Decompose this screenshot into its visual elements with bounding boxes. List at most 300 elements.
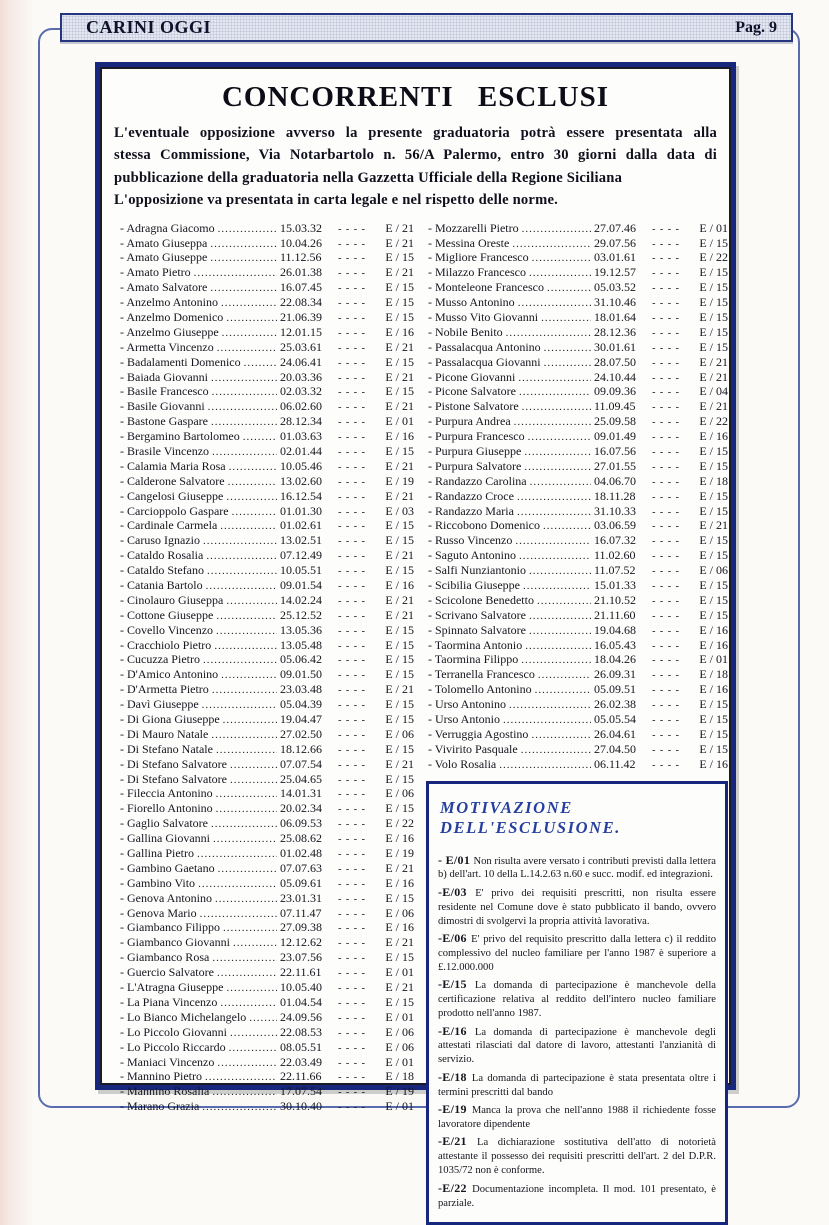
exclusion-code: E / 19	[385, 473, 414, 488]
list-item	[428, 518, 728, 533]
exclusion-code: E / 06	[385, 1039, 414, 1054]
candidate-name: - Lo Piccolo Giovanni	[120, 1024, 227, 1039]
list-item	[120, 221, 414, 236]
candidate-name: - Catania Bartolo	[120, 578, 203, 592]
dot-leader	[509, 697, 591, 712]
birth-date: 01.03.63	[280, 429, 322, 444]
dash-separator: - - - -	[338, 476, 366, 488]
list-item	[120, 474, 414, 489]
exclusion-code: E / 06	[385, 726, 414, 741]
list-item	[120, 638, 414, 653]
birth-date: 21.10.52	[594, 592, 636, 607]
dot-leader	[203, 652, 277, 667]
candidate-name: - Bastone Gaspare	[120, 414, 208, 429]
motivation-code: -E/21	[438, 1134, 478, 1149]
candidate-name: - Spinnato Salvatore	[428, 622, 526, 637]
candidate-name: - Terranella Francesco	[428, 667, 535, 682]
exclusion-code: E / 16	[385, 578, 414, 592]
list-item	[120, 295, 414, 310]
exclusion-code: E / 15	[699, 339, 728, 354]
dash-separator: - - - -	[652, 402, 680, 414]
candidate-name: - Brasile Vincenzo	[120, 443, 210, 458]
candidate-name: - Amato Salvatore	[120, 280, 208, 295]
candidate-name: - Riccobono Domenico	[428, 518, 540, 533]
dash-separator: - - - -	[338, 551, 366, 563]
birth-date: 05.06.42	[280, 652, 322, 667]
candidate-name: - Lo Piccolo Riccardo	[120, 1039, 226, 1054]
candidate-name: - Di Giona Giuseppe	[120, 712, 220, 727]
birth-date: 11.09.45	[594, 399, 636, 414]
candidate-name: - Picone Giovanni	[428, 369, 516, 384]
candidate-name: - Genova Antonino	[120, 890, 212, 905]
birth-date: 21.06.39	[280, 309, 322, 324]
birth-date: 05.04.39	[280, 697, 322, 712]
list-item	[428, 563, 728, 578]
birth-date: 22.08.34	[280, 295, 322, 310]
candidate-name: - Lo Bianco Michelangelo	[120, 1009, 247, 1024]
dot-leader	[211, 727, 277, 742]
birth-date: 27.07.46	[594, 220, 636, 235]
exclusion-code: E / 15	[699, 324, 728, 339]
candidate-name: - Anzelmo Domenico	[120, 309, 224, 324]
candidate-name: - Di Stefano Salvatore	[120, 756, 227, 771]
dash-separator: - - - -	[338, 715, 366, 727]
exclusion-code: E / 16	[385, 429, 414, 444]
candidate-name: - Fileccia Antonino	[120, 786, 213, 801]
candidate-name: - Passalacqua Antonino	[428, 339, 541, 354]
dot-leader	[197, 846, 277, 861]
list-item	[428, 533, 728, 548]
motivation-code: -E/03	[438, 884, 476, 899]
dash-separator: - - - -	[652, 715, 680, 727]
exclusion-code: E / 01	[699, 652, 728, 667]
dot-leader	[216, 801, 277, 816]
exclusion-code: E / 15	[699, 443, 728, 458]
birth-date: 27.09.38	[280, 920, 322, 935]
dash-separator: - - - -	[338, 878, 366, 890]
candidate-name: - Cataldo Rosalia	[120, 548, 204, 563]
birth-date: 12.12.62	[280, 935, 322, 950]
candidate-name: - Calderone Salvatore	[120, 473, 225, 488]
dash-separator: - - - -	[652, 298, 680, 310]
list-item	[120, 831, 414, 846]
dash-separator: - - - -	[652, 625, 680, 637]
dash-separator: - - - -	[652, 253, 680, 265]
dot-leader	[216, 742, 277, 757]
candidate-name: - Nobile Benito	[428, 324, 503, 339]
exclusion-code: E / 21	[385, 399, 414, 414]
dash-separator: - - - -	[338, 1027, 366, 1039]
dash-separator: - - - -	[338, 238, 366, 250]
dash-separator: - - - -	[338, 506, 366, 518]
dot-leader	[203, 533, 277, 548]
exclusion-code: E / 15	[385, 667, 414, 682]
dash-separator: - - - -	[652, 759, 680, 771]
dot-leader	[228, 474, 277, 489]
exclusion-code: E / 15	[699, 726, 728, 741]
candidate-name: - Cinolauro Giuseppa	[120, 592, 224, 607]
birth-date: 28.12.36	[594, 324, 636, 339]
list-item	[428, 310, 728, 325]
dot-leader	[217, 340, 277, 355]
birth-date: 13.05.48	[280, 637, 322, 652]
birth-date: 24.06.41	[280, 354, 322, 369]
candidate-name: - Tolomello Antonino	[428, 682, 532, 697]
list-item	[120, 504, 414, 519]
birth-date: 24.10.44	[594, 369, 636, 384]
candidate-name: - Cracchiolo Pietro	[120, 637, 212, 652]
name-list	[112, 220, 728, 1225]
dot-leader	[506, 325, 591, 340]
candidate-name: - Urso Antonio	[428, 712, 500, 727]
list-item	[428, 548, 728, 563]
candidate-name: - Marano Grazia	[120, 1099, 200, 1114]
dash-separator: - - - -	[652, 670, 680, 682]
birth-date: 27.04.50	[594, 741, 636, 756]
candidate-name: - Gallina Giovanni	[120, 831, 210, 846]
list-item	[428, 682, 728, 697]
candidate-name: - Musso Antonino	[428, 295, 515, 310]
dash-separator: - - - -	[338, 581, 366, 592]
dot-leader	[547, 280, 591, 295]
candidate-name: - Scicolone Benedetto	[428, 592, 534, 607]
dash-separator: - - - -	[338, 1102, 366, 1114]
birth-date: 09.09.36	[594, 384, 636, 399]
dot-leader	[230, 772, 277, 787]
list-item	[428, 414, 728, 429]
candidate-name: - Maniaci Vincenzo	[120, 1054, 215, 1069]
candidate-name: - Gambino Vito	[120, 875, 196, 890]
birth-date: 18.01.64	[594, 309, 636, 324]
list-item	[120, 950, 414, 965]
candidate-name: - L'Atragna Giuseppe	[120, 980, 224, 995]
dash-separator: - - - -	[338, 685, 366, 697]
dot-leader	[523, 578, 591, 593]
dash-separator: - - - -	[652, 268, 680, 280]
motivation-code: -E/06	[438, 931, 472, 946]
candidate-name: - Randazzo Carolina	[428, 473, 527, 488]
dash-separator: - - - -	[338, 372, 366, 384]
list-item	[428, 712, 728, 727]
dash-separator: - - - -	[338, 312, 366, 324]
list-item	[120, 891, 414, 906]
list-item	[428, 727, 728, 742]
birth-date: 25.04.65	[280, 771, 322, 786]
candidate-name: - Guercio Salvatore	[120, 965, 214, 980]
dash-separator: - - - -	[652, 372, 680, 384]
names-column-left	[114, 221, 414, 1225]
motivation-code: -E/18	[438, 1069, 472, 1084]
dash-separator: - - - -	[652, 551, 680, 563]
birth-date: 05.05.54	[594, 712, 636, 727]
dot-leader	[532, 250, 591, 265]
birth-date: 02.03.32	[280, 384, 322, 399]
birth-date: 06.02.60	[280, 399, 322, 414]
motivation-item: -E/22 Documentazione incompleta. Il mod. 101 presentato, è parziale.	[438, 1180, 717, 1209]
list-item	[428, 652, 728, 667]
exclusion-code: E / 18	[385, 1069, 414, 1084]
intro-line: pubblicazione della graduatoria nella Gazzetta Ufficiale della Regione Siciliana	[114, 169, 623, 186]
candidate-name: - Passalacqua Giovanni	[428, 354, 541, 369]
list-item	[428, 399, 728, 414]
exclusion-code: E / 18	[699, 667, 728, 682]
exclusion-code: E / 16	[699, 429, 728, 444]
candidate-name: - Monteleone Francesco	[428, 280, 544, 295]
birth-date: 01.02.61	[280, 518, 322, 533]
list-item	[120, 489, 414, 504]
list-item	[428, 355, 728, 370]
birth-date: 01.01.30	[280, 503, 322, 518]
birth-date: 09.01.54	[280, 578, 322, 592]
birth-date: 07.07.54	[280, 756, 322, 771]
dot-leader	[213, 831, 277, 846]
birth-date: 23.07.56	[280, 950, 322, 965]
dot-leader	[243, 429, 277, 444]
list-item	[428, 638, 728, 653]
candidate-name: - Badalamenti Domenico	[120, 354, 241, 369]
dash-separator: - - - -	[652, 491, 680, 503]
candidate-name: - Vivirito Pasquale	[428, 741, 518, 756]
dot-leader	[214, 638, 277, 653]
dash-separator: - - - -	[652, 536, 680, 548]
birth-date: 04.06.70	[594, 473, 636, 488]
dot-leader	[216, 623, 277, 638]
exclusion-code: E / 15	[699, 295, 728, 310]
candidate-name: - Taormina Antonio	[428, 637, 523, 652]
candidate-name: - Musso Vito Giovanni	[428, 309, 539, 324]
dash-separator: - - - -	[338, 700, 366, 712]
dash-separator: - - - -	[338, 417, 366, 429]
dot-leader	[217, 1055, 277, 1070]
exclusion-code: E / 16	[699, 637, 728, 652]
motivation-item: -E/19 Manca la prova che nell'anno 1988 il richiedente fosse lavoratore dipendente	[438, 1102, 716, 1130]
dot-leader	[529, 563, 591, 578]
list-item	[120, 906, 414, 921]
dash-separator: - - - -	[338, 1012, 366, 1024]
dash-separator: - - - -	[338, 819, 366, 831]
dot-leader	[249, 1010, 277, 1025]
dot-leader	[211, 370, 277, 385]
dot-leader	[223, 920, 277, 935]
dot-leader	[226, 489, 277, 504]
exclusion-code: E / 04	[699, 384, 728, 399]
dot-leader	[212, 384, 277, 399]
list-item	[120, 1055, 414, 1070]
list-item	[120, 920, 414, 935]
list-item	[428, 250, 728, 265]
dot-leader	[515, 533, 591, 548]
exclusion-code: E / 15	[699, 741, 728, 756]
dash-separator: - - - -	[338, 863, 366, 875]
list-item	[428, 280, 728, 295]
candidate-name: - Giambanco Giovanni	[120, 935, 230, 950]
birth-date: 10.05.51	[280, 563, 322, 578]
dot-leader	[529, 623, 591, 638]
candidate-name: - Purpura Giuseppe	[428, 443, 522, 458]
exclusion-code: E / 15	[699, 280, 728, 295]
candidate-name: - Amato Pietro	[120, 265, 191, 280]
birth-date: 22.11.61	[280, 965, 322, 980]
exclusion-code: E / 21	[385, 592, 414, 607]
dot-leader	[210, 250, 277, 265]
dash-separator: - - - -	[338, 491, 366, 503]
dot-leader	[522, 221, 591, 236]
exclusion-code: E / 01	[385, 965, 414, 980]
dash-separator: - - - -	[652, 461, 680, 473]
birth-date: 10.05.46	[280, 458, 322, 473]
birth-date: 11.12.56	[280, 250, 322, 265]
list-item	[428, 489, 728, 504]
birth-date: 26.09.31	[594, 667, 636, 682]
list-item	[120, 533, 414, 548]
list-item	[120, 727, 414, 742]
list-item	[428, 444, 728, 459]
candidate-name: - Cottone Giuseppe	[120, 607, 214, 622]
exclusion-code: E / 21	[385, 860, 414, 875]
dot-leader	[218, 861, 277, 876]
dot-leader	[521, 742, 591, 757]
dot-leader	[499, 757, 591, 772]
dot-leader	[229, 1040, 277, 1055]
exclusion-code: E / 16	[699, 622, 728, 637]
birth-date: 25.12.52	[280, 607, 322, 622]
exclusion-code: E / 15	[385, 295, 414, 310]
candidate-name: - Adragna Giacomo	[120, 220, 215, 235]
exclusion-code: E / 15	[385, 771, 414, 786]
candidate-name: - Taormina Filippo	[428, 652, 519, 667]
dot-leader	[210, 280, 277, 295]
birth-date: 13.02.51	[280, 533, 322, 548]
exclusion-code: E / 21	[385, 339, 414, 354]
exclusion-code: E / 15	[385, 384, 414, 399]
exclusion-code: E / 21	[385, 607, 414, 622]
intro-line: L'opposizione va presentata in carta legale e nel rispetto delle norme.	[114, 192, 558, 209]
list-item	[120, 280, 414, 295]
dot-leader	[535, 682, 591, 697]
dash-separator: - - - -	[338, 402, 366, 414]
exclusion-code: E / 21	[385, 220, 414, 235]
birth-date: 09.01.49	[594, 429, 636, 444]
exclusion-code: E / 15	[385, 533, 414, 548]
dot-leader	[229, 459, 277, 474]
dash-separator: - - - -	[652, 521, 680, 533]
birth-date: 19.04.68	[594, 622, 636, 637]
list-item	[120, 459, 414, 474]
birth-date: 16.07.56	[594, 443, 636, 458]
list-item	[120, 757, 414, 772]
dash-separator: - - - -	[652, 432, 680, 444]
candidate-name: - Urso Antonino	[428, 697, 506, 712]
exclusion-code: E / 21	[699, 369, 728, 384]
exclusion-code: E / 15	[385, 697, 414, 712]
dash-separator: - - - -	[652, 283, 680, 295]
birth-date: 05.09.61	[280, 875, 322, 890]
dot-leader	[208, 399, 277, 414]
dash-separator: - - - -	[652, 685, 680, 697]
candidate-name: - Baiada Giovanni	[120, 369, 208, 384]
intro-line: L'eventuale opposizione avverso la presente graduatoria potrà essere presentata alla	[114, 125, 717, 141]
dot-leader	[538, 667, 591, 682]
list-item	[428, 623, 728, 638]
birth-date: 16.12.54	[280, 488, 322, 503]
dash-separator: - - - -	[338, 446, 366, 458]
dash-separator: - - - -	[652, 506, 680, 518]
dot-leader	[541, 310, 591, 325]
exclusion-code: E / 15	[385, 280, 414, 295]
dash-separator: - - - -	[338, 566, 366, 578]
exclusion-code: E / 15	[385, 890, 414, 905]
exclusion-code: E / 16	[385, 324, 414, 339]
dot-leader	[232, 504, 277, 519]
birth-date: 15.03.32	[280, 220, 322, 235]
candidate-name: - Cataldo Stefano	[120, 563, 204, 578]
candidate-name: - Davì Giuseppe	[120, 697, 199, 712]
birth-date: 11.02.60	[594, 548, 636, 563]
list-item	[120, 236, 414, 251]
candidate-name: - Russo Vincenzo	[428, 533, 513, 548]
dash-separator: - - - -	[338, 625, 366, 637]
motivation-title: MOTIVAZIONE DELL'ESCLUSIONE.	[440, 797, 622, 837]
exclusion-code: E / 15	[699, 488, 728, 503]
candidate-name: - Giambanco Rosa	[120, 950, 210, 965]
birth-date: 07.07.63	[280, 860, 322, 875]
candidate-name: - Saguto Antonino	[428, 548, 517, 563]
list-item	[120, 429, 414, 444]
dot-leader	[211, 816, 277, 831]
candidate-name: - Caruso Ignazio	[120, 533, 200, 548]
dot-leader	[530, 474, 591, 489]
dash-separator: - - - -	[652, 744, 680, 756]
dot-leader	[226, 980, 277, 995]
candidate-name: - Purpura Francesco	[428, 429, 525, 444]
birth-date: 07.11.47	[280, 905, 322, 920]
dot-leader	[544, 355, 591, 370]
list-item	[120, 786, 414, 801]
list-item	[120, 1084, 414, 1099]
candidate-name: - Gambino Gaetano	[120, 860, 215, 875]
list-item	[120, 250, 414, 265]
list-item	[428, 221, 728, 236]
birth-date: 16.07.32	[594, 533, 636, 548]
dot-leader	[543, 518, 591, 533]
candidate-name: - Scibilia Giuseppe	[428, 578, 520, 592]
candidate-name: - Genova Mario	[120, 905, 197, 920]
dash-separator: - - - -	[652, 446, 680, 458]
motivation-item: -E/06 E' privo del requisito prescritto dalla lettera c) il reddito complessivo del nucleo familiare per l'anno 1987 è superiore a £.12.000.000	[438, 931, 716, 973]
dot-leader	[206, 578, 277, 593]
candidate-name: - Scrivano Salvatore	[428, 607, 526, 622]
exclusion-code: E / 01	[385, 1009, 414, 1024]
candidate-name: - D'Amico Antonino	[120, 667, 219, 682]
dot-leader	[517, 504, 591, 519]
dot-leader	[521, 652, 591, 667]
dot-leader	[230, 1025, 277, 1040]
dot-leader	[221, 667, 277, 682]
birth-date: 31.10.33	[594, 503, 636, 518]
list-item	[120, 682, 414, 697]
motivation-items	[438, 854, 716, 1211]
exclusion-code: E / 21	[385, 548, 414, 563]
dash-separator: - - - -	[338, 283, 366, 295]
candidate-name: - Basile Giovanni	[120, 399, 205, 414]
exclusion-code: E / 16	[385, 831, 414, 846]
birth-date: 24.09.56	[280, 1009, 322, 1024]
birth-date: 14.02.24	[280, 592, 322, 607]
motivation-item: - E/01 Non risulta avere versato i contributi previsti dalla lettera b) dell'art. 10 della L.14.2.63 n.60 e succ. modif. ed integrazioni.	[438, 852, 716, 881]
exclusion-code: E / 21	[385, 488, 414, 503]
list-item	[120, 652, 414, 667]
exclusion-code: E / 18	[699, 473, 728, 488]
